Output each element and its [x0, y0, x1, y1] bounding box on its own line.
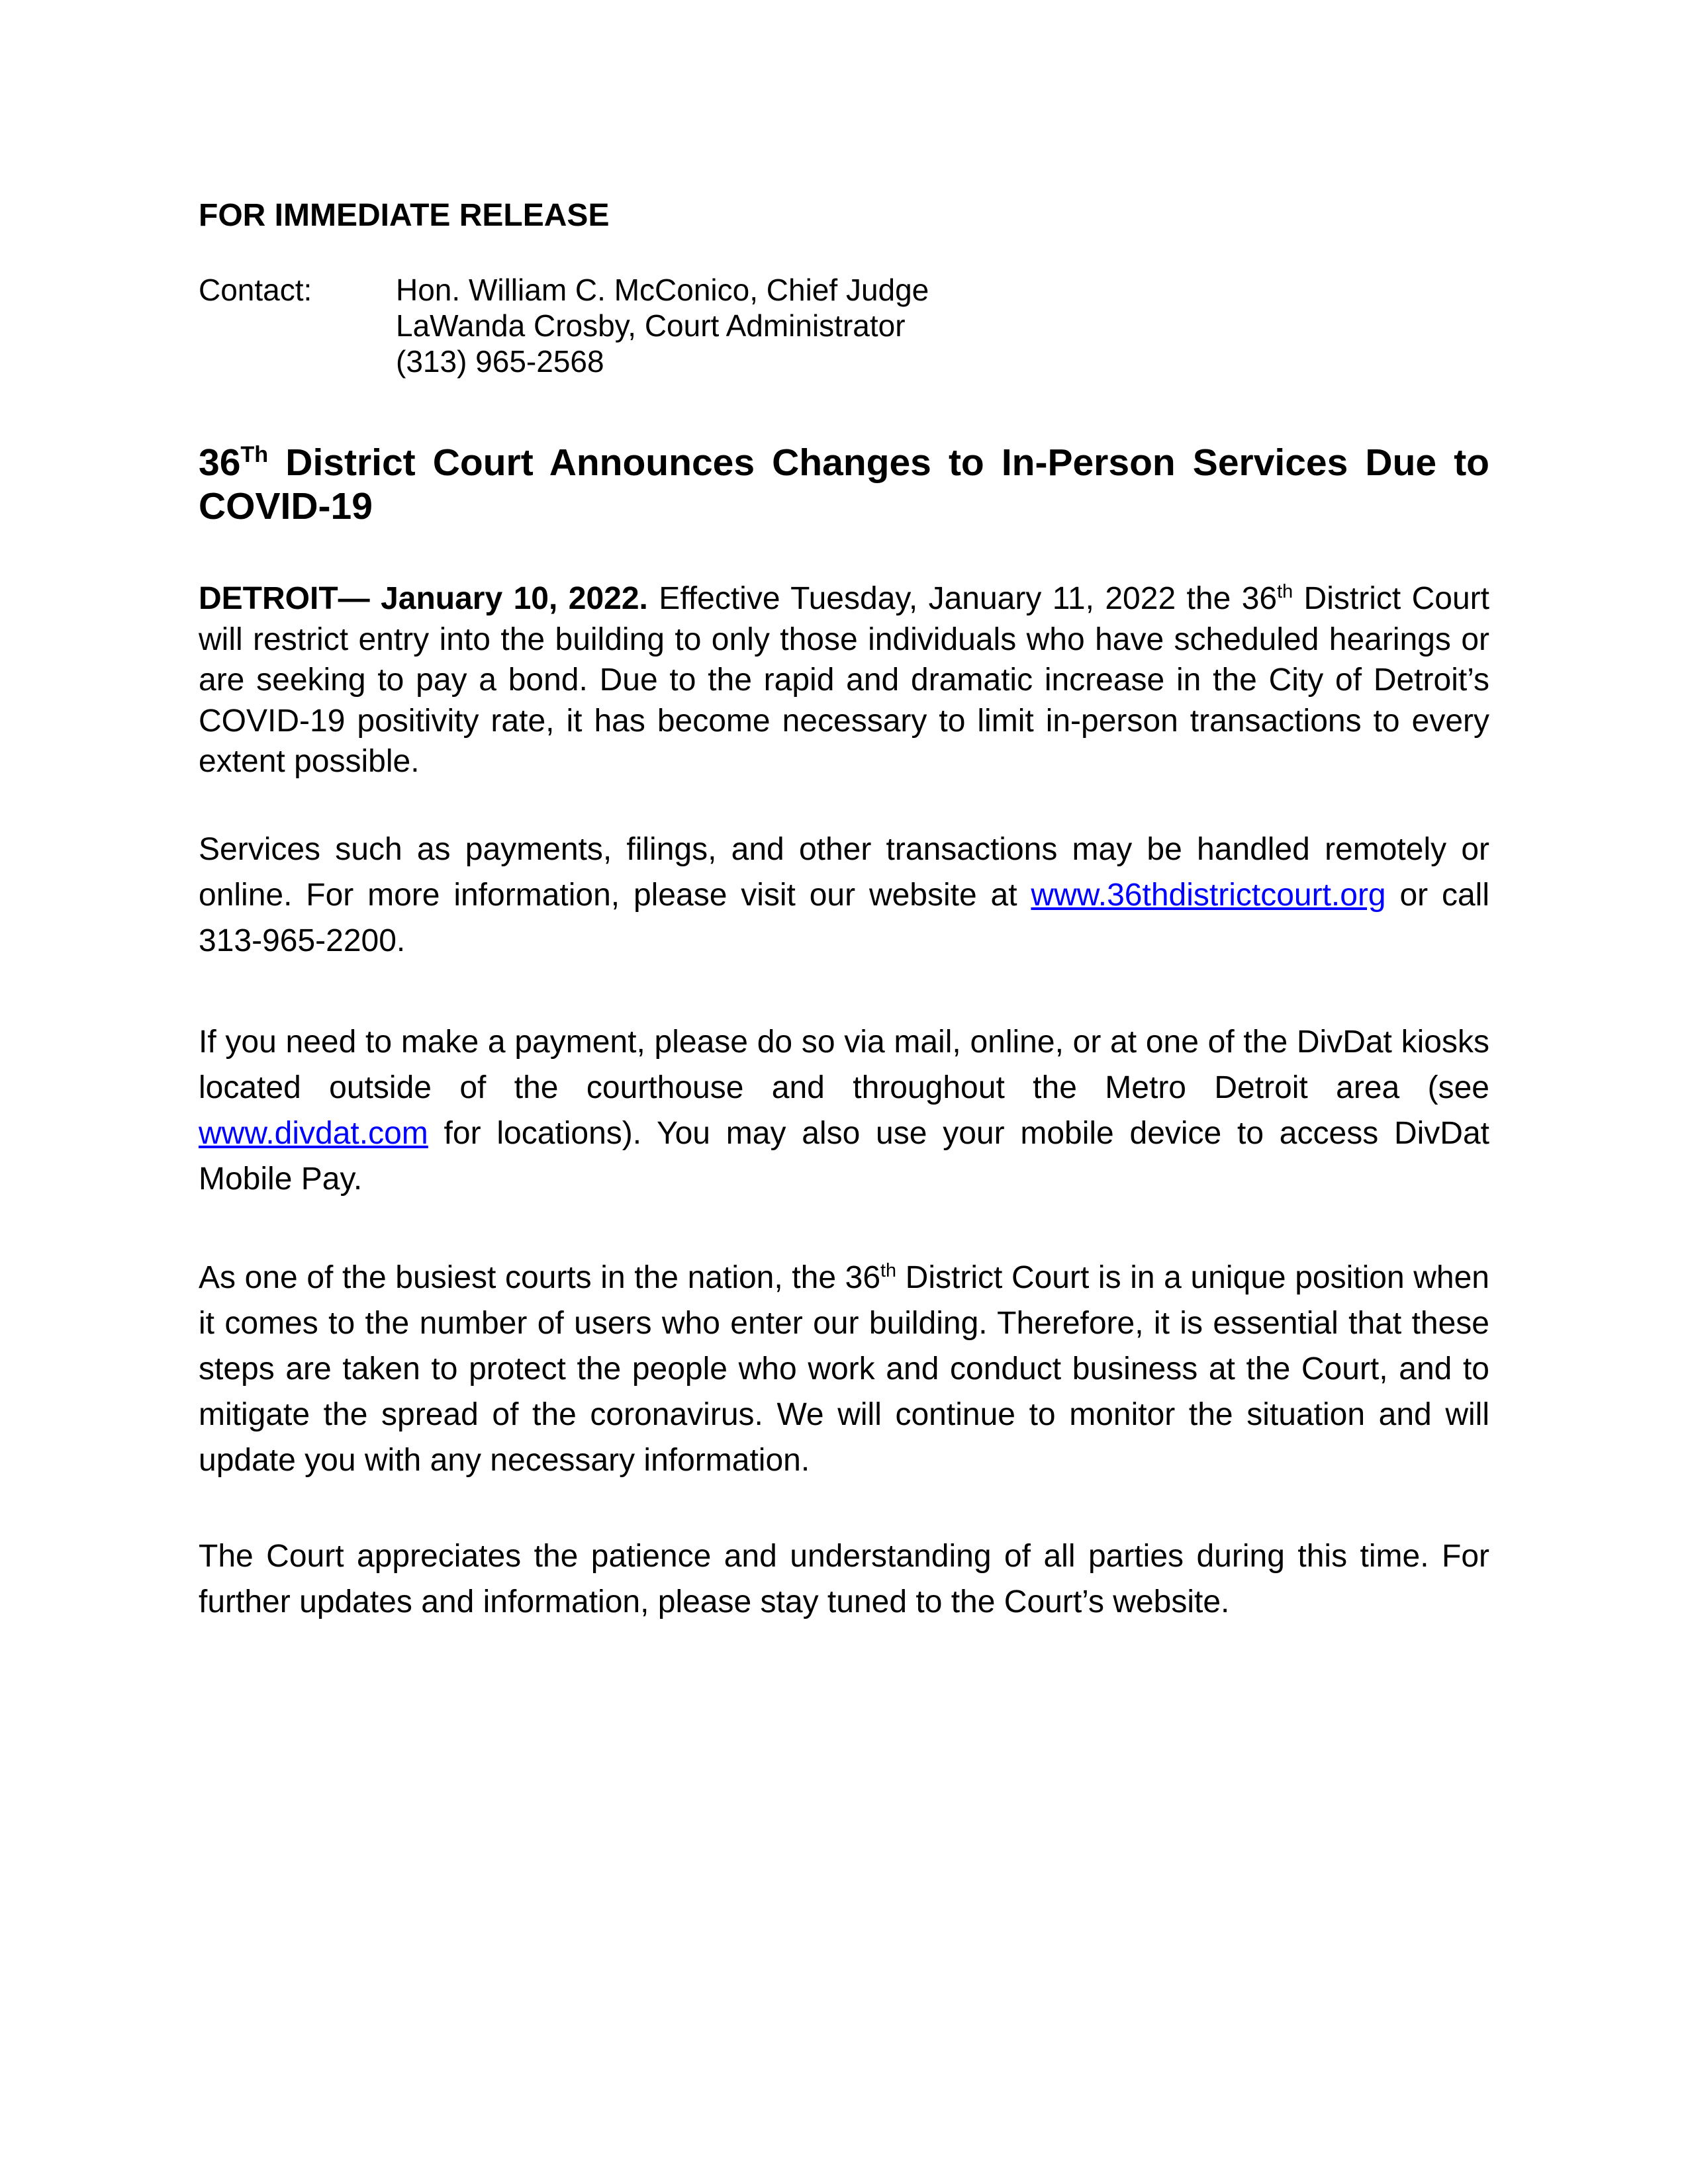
dateline: DETROIT— January 10, 2022.	[199, 581, 648, 616]
contact-line-administrator: LaWanda Crosby, Court Administrator	[396, 308, 906, 343]
release-label: FOR IMMEDIATE RELEASE	[199, 198, 610, 233]
divdat-link[interactable]: www.divdat.com	[199, 1116, 428, 1151]
paragraph-2-text-b: or call 313-965-2200.	[199, 878, 1490, 958]
court-website-link[interactable]: www.36thdistrictcourt.org	[1031, 878, 1386, 913]
paragraph-closing: The Court appreciates the patience and understanding of all parties during this time. For further updates and information, please stay tuned to the Court’s website.	[199, 1539, 1489, 1619]
headline-superscript: Th	[240, 442, 269, 467]
headline	[199, 441, 1489, 528]
paragraph-4-text-a: As one of the busiest courts in the nation, the 36	[199, 1260, 881, 1295]
paragraph-2-text-a: Services such as payments, filings, and other transactions may be handled remotely or online. For more information, please visit our website at	[199, 832, 1489, 913]
paragraph-1-superscript: th	[1277, 581, 1293, 602]
headline-number: 36	[199, 441, 241, 484]
contact-label: Contact:	[199, 273, 312, 307]
paragraph-3-text-b: for locations). You may also use your mobile device to access DivDat Mobile Pay.	[199, 1116, 1489, 1197]
paragraph-announcement	[199, 578, 1489, 782]
paragraph-4-superscript: th	[880, 1260, 897, 1281]
paragraph-1-text-a: Effective Tuesday, January 11, 2022 the 36	[647, 581, 1278, 616]
paragraph-busiest-courts	[199, 1255, 1489, 1483]
contact-block	[396, 272, 929, 379]
paragraph-3-text-a: If you need to make a payment, please do so via mail, online, or at one of the DivDat kiosks located outside of the courthouse and throughout the Metro Detroit area (see	[199, 1024, 1489, 1105]
paragraph-services	[199, 827, 1489, 964]
headline-text: District Court Announces Changes to In-Person Services Due to COVID-19	[199, 441, 1489, 527]
paragraph-payments	[199, 1019, 1489, 1202]
contact-line-phone: (313) 965-2568	[396, 344, 604, 379]
paragraph-4-text-b: District Court is in a unique position when it comes to the number of users who enter our building. Therefore, it is essential that these steps are taken to protect the people who work and conduct business at the Court, and to mitigate the spread of the coronavirus. We will continue to monitor the situation and will update you with any necessary information.	[199, 1260, 1490, 1478]
paragraph-1-text-b: District Court will restrict entry into the building to only those individuals who have scheduled hearings or are seeking to pay a bond. Due to the rapid and dramatic increase in the City of Detroit’s COVID-19 positivity rate, it has become necessary to limit in-person transactions to every extent possible.	[199, 581, 1489, 779]
contact-line-judge: Hon. William C. McConico, Chief Judge	[396, 273, 929, 307]
